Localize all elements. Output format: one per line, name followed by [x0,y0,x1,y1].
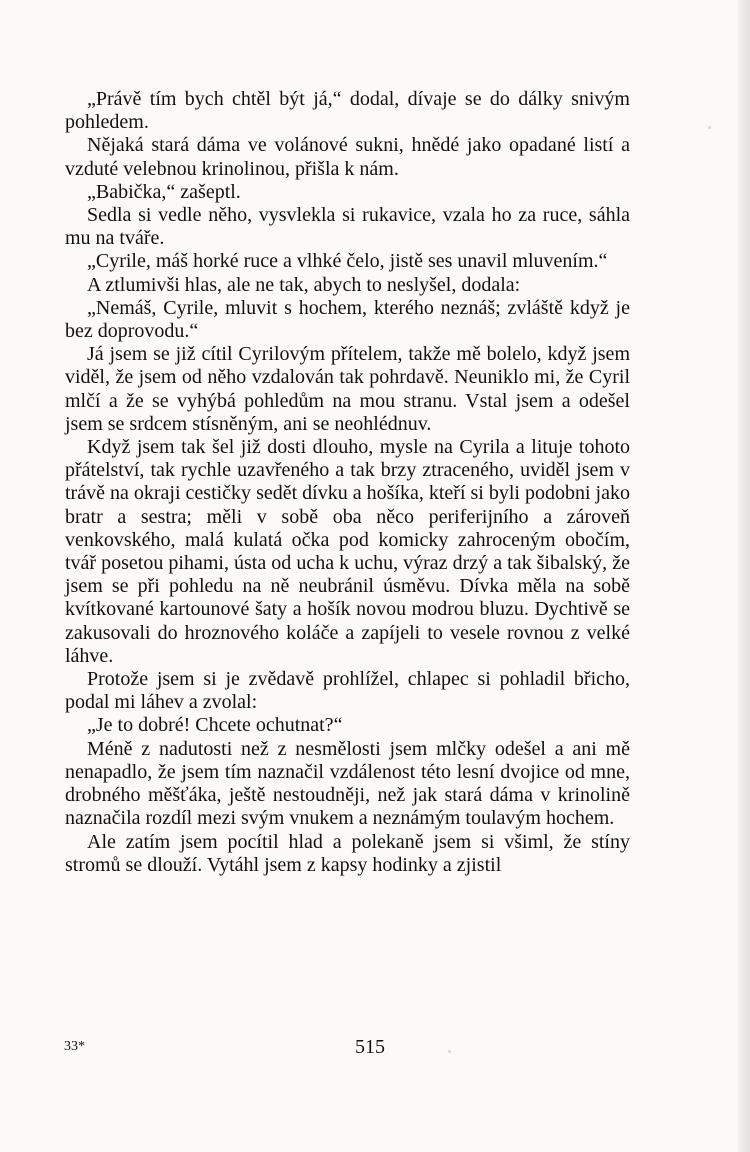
paper-speck [708,126,711,129]
paragraph-7: „Nemáš, Cyrile, mluvit s hochem, kterého neznáš; zvláště když je bez doprovodu.“ [65,296,630,343]
paragraph-2: Nějaká stará dáma ve volánové sukni, hnědé jako opadané listí a vzduté velebnou krinolinou, přišla k nám. [65,134,630,180]
paragraph-6: A ztlumivši hlas, ale ne tak, abych to neslyšel, dodala: [87,273,521,296]
paragraph-1: „Právě tím bych chtěl být já,“ dodal, dívaje se do dálky snivým pohledem. [65,88,630,134]
page-footer [0,1036,750,1060]
paragraph-13: Ale zatím jsem pocítil hlad a polekaně jsem si všiml, že stíny stromů se dlouží. Vytáhl jsem z kapsy hodinky a zjistil [65,830,630,876]
signature-mark: 33* [64,1039,85,1054]
paragraph-10: Protože jsem si je zvědavě prohlížel, chlapec si pohladil břicho, podal mi láhev a zvolal: [65,668,630,714]
paragraph-9: Když jsem tak šel již dosti dlouho, mysle na Cyrila a lituje tohoto přátelství, tak rychle uzavřeného a tak brzy ztraceného, uviděl jsem v trávě na okraji cestičky sedět dívku a hošíka, kteří si byli podobni jako bratr a sestra; měli v sobě oba něco periferijního a zároveň venkovského, malá kulatá očka pod komicky zahroceným obočím, tvář posetou pihami, ústa od ucha k uchu, výraz drzý a tak šibalský, že jsem se při pohledu na ně neubránil úsměvu. Dívka měla na sobě kvítkované kartounové šaty a hošík novou modrou bluzu. Dychtivě se zakusovali do hroznového koláče a zapíjeli to vesele rovnou z velké láhve. [65,436,630,667]
paragraph-12: Méně z nadutosti než z nesmělosti jsem mlčky odešel a ani mě nenapadlo, že jsem tím naznačil vzdálenost této lesní dvojice od mne, drobného měšťáka, ještě nestoudněji, než jak stará dáma v krinolině naznačila rozdíl mezi svým vnukem a neznámým toulavým hochem. [65,737,630,830]
page-number: 515 [355,1036,385,1058]
paragraph-4: Sedla si vedle něho, vysvlekla si rukavice, vzala ho za ruce, sáhla mu na tváře. [65,204,630,250]
body-text [65,88,630,877]
page-edge-shadow [738,0,750,1152]
paragraph-8: Já jsem se již cítil Cyrilovým přítelem, takže mě bolelo, když jsem viděl, že jsem od něho vzdalován tak pohrdavě. Neuniklo mi, že Cyril mlčí a že se vyhýbá pohledům na mou stranu. Vstal jsem a odešel jsem se srdcem stísněným, ani se neohlédnuv. [65,343,630,435]
paragraph-5: „Cyrile, máš horké ruce a vlhké čelo, jistě ses unavil mluvením.“ [87,250,608,273]
paragraph-3: „Babička,“ zašeptl. [87,180,241,203]
paragraph-11: „Je to dobré! Chcete ochutnat?“ [87,714,343,737]
paper-speck [448,1050,451,1053]
